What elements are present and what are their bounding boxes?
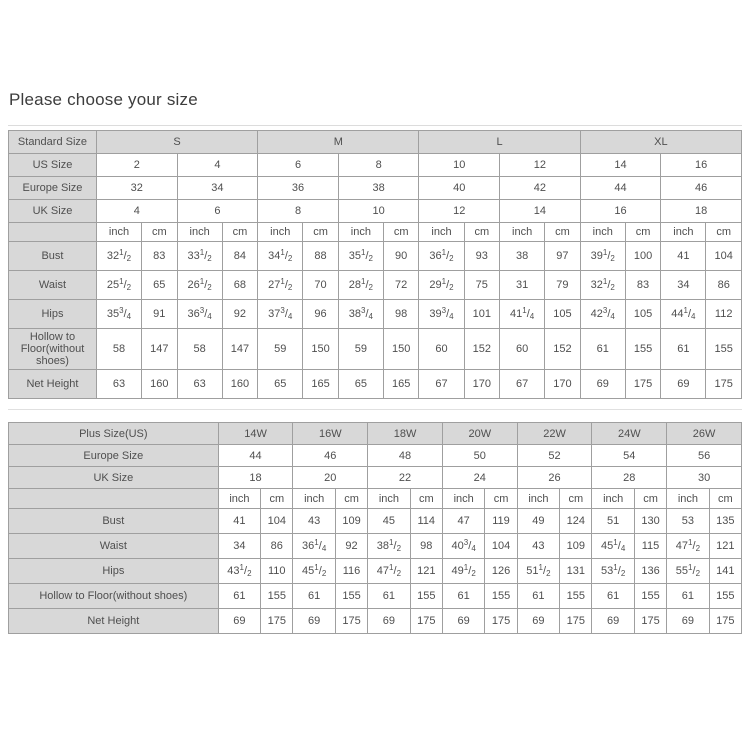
page-title: Please choose your size bbox=[9, 90, 198, 109]
measurement-value-cell: 124 bbox=[560, 509, 592, 534]
measurement-value-cell: 112 bbox=[706, 300, 742, 329]
row-label-cell: Bust bbox=[9, 242, 97, 271]
size-value-cell: 6 bbox=[177, 200, 258, 223]
measurement-value-cell: 170 bbox=[545, 370, 581, 399]
size-group-cell: 24W bbox=[592, 423, 667, 445]
title-separator-line bbox=[8, 125, 742, 126]
unit-label-cell: inch bbox=[517, 489, 560, 509]
unit-header-row bbox=[9, 489, 742, 509]
measurement-value-cell: 63 bbox=[177, 370, 222, 399]
size-value-cell: 18 bbox=[218, 467, 293, 489]
measurement-value-cell: 150 bbox=[303, 329, 339, 370]
measurement-value-cell: $34^1/_2$ bbox=[258, 242, 303, 271]
size-value-cell: 8 bbox=[338, 154, 419, 177]
size-value-cell: 56 bbox=[667, 445, 742, 467]
unit-label-cell: cm bbox=[545, 223, 581, 242]
measurement-value-cell: 61 bbox=[592, 584, 635, 609]
row-label-cell: Net Height bbox=[9, 370, 97, 399]
size-value-cell: 12 bbox=[500, 154, 581, 177]
measurement-value-cell: 38 bbox=[500, 242, 545, 271]
size-value-cell: 8 bbox=[258, 200, 339, 223]
size-value-cell: 34 bbox=[177, 177, 258, 200]
corner-label-cell: Plus Size(US) bbox=[9, 423, 219, 445]
measurement-value-cell: 152 bbox=[545, 329, 581, 370]
row-label-cell: Net Height bbox=[9, 609, 219, 634]
measurement-value-cell: 175 bbox=[485, 609, 517, 634]
measurement-value-cell: 90 bbox=[383, 242, 419, 271]
size-value-cell: 36 bbox=[258, 177, 339, 200]
measurement-value-cell: 141 bbox=[709, 559, 741, 584]
measurement-value-cell: $36^3/_4$ bbox=[177, 300, 222, 329]
measurement-value-cell: 53 bbox=[667, 509, 710, 534]
size-value-cell: 30 bbox=[667, 467, 742, 489]
size-group-cell: XL bbox=[580, 131, 741, 154]
unit-label-cell: cm bbox=[634, 489, 666, 509]
size-value-cell: 22 bbox=[368, 467, 443, 489]
measurement-value-cell: 155 bbox=[634, 584, 666, 609]
size-group-cell: 22W bbox=[517, 423, 592, 445]
measurement-value-cell: 49 bbox=[517, 509, 560, 534]
measurement-row bbox=[9, 509, 742, 534]
measurement-value-cell: 43 bbox=[517, 534, 560, 559]
measurement-value-cell: $51^1/_2$ bbox=[517, 559, 560, 584]
size-value-cell: 40 bbox=[419, 177, 500, 200]
unit-label-cell: inch bbox=[96, 223, 141, 242]
measurement-value-cell: 104 bbox=[261, 509, 293, 534]
measurement-value-cell: 155 bbox=[485, 584, 517, 609]
measurement-value-cell: $43^1/_2$ bbox=[218, 559, 261, 584]
size-value-cell: 20 bbox=[293, 467, 368, 489]
measurement-value-cell: 114 bbox=[410, 509, 442, 534]
measurement-value-cell: 170 bbox=[464, 370, 500, 399]
measurement-value-cell: 41 bbox=[218, 509, 261, 534]
measurement-value-cell: 130 bbox=[634, 509, 666, 534]
row-label-cell: US Size bbox=[9, 154, 97, 177]
measurement-value-cell: $26^1/_2$ bbox=[177, 271, 222, 300]
size-value-cell: 16 bbox=[661, 154, 742, 177]
unit-label-cell: inch bbox=[442, 489, 485, 509]
measurement-value-cell: $35^1/_2$ bbox=[338, 242, 383, 271]
measurement-value-cell: 69 bbox=[368, 609, 411, 634]
measurement-value-cell: 67 bbox=[419, 370, 464, 399]
row-label-cell: Hollow to Floor(without shoes) bbox=[9, 584, 219, 609]
unit-label-cell: inch bbox=[667, 489, 710, 509]
measurement-value-cell: 68 bbox=[222, 271, 258, 300]
measurement-value-cell: 109 bbox=[560, 534, 592, 559]
measurement-value-cell: 97 bbox=[545, 242, 581, 271]
measurement-value-cell: $28^1/_2$ bbox=[338, 271, 383, 300]
measurement-value-cell: 121 bbox=[410, 559, 442, 584]
size-value-cell: 38 bbox=[338, 177, 419, 200]
measurement-value-cell: 104 bbox=[485, 534, 517, 559]
measurement-value-cell: 155 bbox=[706, 329, 742, 370]
measurement-row bbox=[9, 242, 742, 271]
measurement-value-cell: 121 bbox=[709, 534, 741, 559]
size-value-cell: 16 bbox=[580, 200, 661, 223]
measurement-value-cell: 61 bbox=[293, 584, 336, 609]
size-group-cell: M bbox=[258, 131, 419, 154]
measurement-value-cell: $37^3/_4$ bbox=[258, 300, 303, 329]
unit-label-cell: inch bbox=[293, 489, 336, 509]
size-value-cell: 44 bbox=[218, 445, 293, 467]
measurement-value-cell: $47^1/_2$ bbox=[368, 559, 411, 584]
measurement-value-cell: 93 bbox=[464, 242, 500, 271]
size-value-cell: 12 bbox=[419, 200, 500, 223]
measurement-value-cell: 69 bbox=[293, 609, 336, 634]
measurement-value-cell: 160 bbox=[222, 370, 258, 399]
size-group-cell: L bbox=[419, 131, 580, 154]
size-conversion-row bbox=[9, 200, 742, 223]
measurement-value-cell: 152 bbox=[464, 329, 500, 370]
unit-label-cell: inch bbox=[580, 223, 625, 242]
measurement-value-cell: 58 bbox=[96, 329, 141, 370]
size-value-cell: 6 bbox=[258, 154, 339, 177]
measurement-value-cell: $39^3/_4$ bbox=[419, 300, 464, 329]
measurement-value-cell: 59 bbox=[338, 329, 383, 370]
measurement-value-cell: 86 bbox=[706, 271, 742, 300]
standard-size-table bbox=[8, 130, 742, 399]
measurement-value-cell: 126 bbox=[485, 559, 517, 584]
measurement-value-cell: 91 bbox=[142, 300, 178, 329]
measurement-value-cell: 175 bbox=[706, 370, 742, 399]
measurement-value-cell: 155 bbox=[625, 329, 661, 370]
measurement-row bbox=[9, 584, 742, 609]
measurement-value-cell: 105 bbox=[545, 300, 581, 329]
measurement-value-cell: 79 bbox=[545, 271, 581, 300]
measurement-value-cell: 175 bbox=[625, 370, 661, 399]
measurement-value-cell: 160 bbox=[142, 370, 178, 399]
measurement-value-cell: 60 bbox=[500, 329, 545, 370]
row-label-cell: Waist bbox=[9, 271, 97, 300]
size-value-cell: 4 bbox=[96, 200, 177, 223]
measurement-value-cell: 92 bbox=[335, 534, 367, 559]
table-separator-line bbox=[8, 409, 742, 410]
unit-label-cell: cm bbox=[464, 223, 500, 242]
unit-label-cell: inch bbox=[500, 223, 545, 242]
measurement-value-cell: 34 bbox=[661, 271, 706, 300]
measurement-value-cell: 69 bbox=[661, 370, 706, 399]
measurement-value-cell: $53^1/_2$ bbox=[592, 559, 635, 584]
measurement-value-cell: 59 bbox=[258, 329, 303, 370]
measurement-value-cell: 83 bbox=[625, 271, 661, 300]
measurement-value-cell: 83 bbox=[142, 242, 178, 271]
unit-label-cell: cm bbox=[383, 223, 419, 242]
measurement-value-cell: 155 bbox=[709, 584, 741, 609]
size-value-cell: 24 bbox=[442, 467, 517, 489]
measurement-row bbox=[9, 609, 742, 634]
measurement-value-cell: 104 bbox=[706, 242, 742, 271]
size-value-cell: 18 bbox=[661, 200, 742, 223]
size-value-cell: 48 bbox=[368, 445, 443, 467]
measurement-value-cell: 116 bbox=[335, 559, 367, 584]
measurement-value-cell: 75 bbox=[464, 271, 500, 300]
size-value-cell: 44 bbox=[580, 177, 661, 200]
size-value-cell: 46 bbox=[661, 177, 742, 200]
unit-label-cell: inch bbox=[661, 223, 706, 242]
measurement-value-cell: 155 bbox=[560, 584, 592, 609]
measurement-value-cell: 155 bbox=[261, 584, 293, 609]
measurement-value-cell: 136 bbox=[634, 559, 666, 584]
measurement-value-cell: 155 bbox=[410, 584, 442, 609]
measurement-value-cell: 61 bbox=[517, 584, 560, 609]
unit-label-cell: cm bbox=[303, 223, 339, 242]
row-label-cell: Waist bbox=[9, 534, 219, 559]
measurement-value-cell: 175 bbox=[634, 609, 666, 634]
measurement-value-cell: 84 bbox=[222, 242, 258, 271]
measurement-value-cell: $38^3/_4$ bbox=[338, 300, 383, 329]
measurement-value-cell: 175 bbox=[335, 609, 367, 634]
measurement-value-cell: $32^1/_2$ bbox=[96, 242, 141, 271]
row-label-cell: Hollow to Floor(without shoes) bbox=[9, 329, 97, 370]
measurement-row bbox=[9, 534, 742, 559]
measurement-row bbox=[9, 271, 742, 300]
measurement-value-cell: 45 bbox=[368, 509, 411, 534]
measurement-value-cell: 101 bbox=[464, 300, 500, 329]
measurement-value-cell: $41^1/_4$ bbox=[500, 300, 545, 329]
measurement-value-cell: $42^3/_4$ bbox=[580, 300, 625, 329]
measurement-value-cell: 58 bbox=[177, 329, 222, 370]
unit-label-cell: cm bbox=[222, 223, 258, 242]
size-group-header-row bbox=[9, 423, 742, 445]
size-group-cell: 16W bbox=[293, 423, 368, 445]
row-label-cell: Europe Size bbox=[9, 445, 219, 467]
size-conversion-row bbox=[9, 154, 742, 177]
measurement-value-cell: $36^1/_2$ bbox=[419, 242, 464, 271]
size-value-cell: 46 bbox=[293, 445, 368, 467]
measurement-value-cell: 110 bbox=[261, 559, 293, 584]
measurement-value-cell: $49^1/_2$ bbox=[442, 559, 485, 584]
measurement-value-cell: 135 bbox=[709, 509, 741, 534]
measurement-value-cell: 96 bbox=[303, 300, 339, 329]
measurement-value-cell: $38^1/_2$ bbox=[368, 534, 411, 559]
measurement-value-cell: 115 bbox=[634, 534, 666, 559]
measurement-value-cell: 41 bbox=[661, 242, 706, 271]
unit-label-cell: inch bbox=[419, 223, 464, 242]
measurement-value-cell: 165 bbox=[303, 370, 339, 399]
measurement-value-cell: 86 bbox=[261, 534, 293, 559]
unit-label-cell: inch bbox=[592, 489, 635, 509]
measurement-value-cell: $27^1/_2$ bbox=[258, 271, 303, 300]
size-value-cell: 50 bbox=[442, 445, 517, 467]
size-value-cell: 32 bbox=[96, 177, 177, 200]
measurement-value-cell: 65 bbox=[142, 271, 178, 300]
size-group-cell: 26W bbox=[667, 423, 742, 445]
size-value-cell: 42 bbox=[500, 177, 581, 200]
unit-label-cell: cm bbox=[142, 223, 178, 242]
size-value-cell: 28 bbox=[592, 467, 667, 489]
unit-label-cell: cm bbox=[335, 489, 367, 509]
measurement-value-cell: 72 bbox=[383, 271, 419, 300]
measurement-value-cell: 175 bbox=[261, 609, 293, 634]
unit-label-cell: inch bbox=[177, 223, 222, 242]
measurement-value-cell: $33^1/_2$ bbox=[177, 242, 222, 271]
measurement-value-cell: 61 bbox=[580, 329, 625, 370]
unit-label-cell: cm bbox=[706, 223, 742, 242]
measurement-row bbox=[9, 559, 742, 584]
measurement-value-cell: 165 bbox=[383, 370, 419, 399]
unit-label-cell: inch bbox=[218, 489, 261, 509]
unit-label-cell: cm bbox=[410, 489, 442, 509]
unit-header-row bbox=[9, 223, 742, 242]
measurement-row bbox=[9, 300, 742, 329]
measurement-value-cell: 65 bbox=[338, 370, 383, 399]
measurement-row bbox=[9, 329, 742, 370]
corner-label-cell: Standard Size bbox=[9, 131, 97, 154]
measurement-value-cell: 69 bbox=[667, 609, 710, 634]
size-conversion-row bbox=[9, 177, 742, 200]
measurement-value-cell: 100 bbox=[625, 242, 661, 271]
unit-label-cell: cm bbox=[560, 489, 592, 509]
size-conversion-row bbox=[9, 467, 742, 489]
measurement-value-cell: $39^1/_2$ bbox=[580, 242, 625, 271]
unit-label-cell: cm bbox=[625, 223, 661, 242]
measurement-value-cell: $29^1/_2$ bbox=[419, 271, 464, 300]
measurement-value-cell: 51 bbox=[592, 509, 635, 534]
row-label-cell: Hips bbox=[9, 559, 219, 584]
measurement-value-cell: 70 bbox=[303, 271, 339, 300]
measurement-value-cell: 109 bbox=[335, 509, 367, 534]
measurement-value-cell: 34 bbox=[218, 534, 261, 559]
size-group-cell: 18W bbox=[368, 423, 443, 445]
measurement-value-cell: 147 bbox=[222, 329, 258, 370]
size-value-cell: 14 bbox=[500, 200, 581, 223]
measurement-value-cell: 92 bbox=[222, 300, 258, 329]
measurement-value-cell: 43 bbox=[293, 509, 336, 534]
size-value-cell: 10 bbox=[419, 154, 500, 177]
measurement-value-cell: 105 bbox=[625, 300, 661, 329]
measurement-value-cell: 98 bbox=[383, 300, 419, 329]
size-group-cell: 14W bbox=[218, 423, 293, 445]
measurement-value-cell: 175 bbox=[410, 609, 442, 634]
measurement-value-cell: 69 bbox=[442, 609, 485, 634]
row-label-cell: Europe Size bbox=[9, 177, 97, 200]
measurement-value-cell: $32^1/_2$ bbox=[580, 271, 625, 300]
unit-label-cell: cm bbox=[709, 489, 741, 509]
measurement-value-cell: $45^1/_2$ bbox=[293, 559, 336, 584]
size-value-cell: 2 bbox=[96, 154, 177, 177]
measurement-value-cell: 150 bbox=[383, 329, 419, 370]
measurement-value-cell: 155 bbox=[335, 584, 367, 609]
measurement-value-cell: 69 bbox=[580, 370, 625, 399]
unit-label-cell: inch bbox=[338, 223, 383, 242]
measurement-value-cell: 147 bbox=[142, 329, 178, 370]
size-conversion-row bbox=[9, 445, 742, 467]
measurement-value-cell: 63 bbox=[96, 370, 141, 399]
row-label-cell: Hips bbox=[9, 300, 97, 329]
size-value-cell: 10 bbox=[338, 200, 419, 223]
measurement-value-cell: 69 bbox=[592, 609, 635, 634]
measurement-value-cell: 61 bbox=[442, 584, 485, 609]
measurement-value-cell: $35^3/_4$ bbox=[96, 300, 141, 329]
measurement-value-cell: 88 bbox=[303, 242, 339, 271]
measurement-value-cell: $45^1/_4$ bbox=[592, 534, 635, 559]
measurement-value-cell: $25^1/_2$ bbox=[96, 271, 141, 300]
size-value-cell: 4 bbox=[177, 154, 258, 177]
measurement-value-cell: 61 bbox=[667, 584, 710, 609]
size-group-header-row bbox=[9, 131, 742, 154]
measurement-value-cell: 69 bbox=[517, 609, 560, 634]
measurement-value-cell: $55^1/_2$ bbox=[667, 559, 710, 584]
unit-label-cell: cm bbox=[485, 489, 517, 509]
measurement-value-cell: $44^1/_4$ bbox=[661, 300, 706, 329]
unit-label-cell: cm bbox=[261, 489, 293, 509]
measurement-value-cell: 31 bbox=[500, 271, 545, 300]
measurement-value-cell: 175 bbox=[709, 609, 741, 634]
size-group-cell: 20W bbox=[442, 423, 517, 445]
size-value-cell: 52 bbox=[517, 445, 592, 467]
row-label-cell: UK Size bbox=[9, 467, 219, 489]
plus-size-table bbox=[8, 422, 742, 634]
size-value-cell: 54 bbox=[592, 445, 667, 467]
unit-label-cell: inch bbox=[368, 489, 411, 509]
measurement-value-cell: $40^3/_4$ bbox=[442, 534, 485, 559]
size-group-cell: S bbox=[96, 131, 257, 154]
measurement-value-cell: $36^1/_4$ bbox=[293, 534, 336, 559]
unit-corner-cell bbox=[9, 489, 219, 509]
measurement-value-cell: 175 bbox=[560, 609, 592, 634]
measurement-value-cell: 60 bbox=[419, 329, 464, 370]
size-value-cell: 26 bbox=[517, 467, 592, 489]
measurement-value-cell: 98 bbox=[410, 534, 442, 559]
row-label-cell: Bust bbox=[9, 509, 219, 534]
unit-label-cell: inch bbox=[258, 223, 303, 242]
size-value-cell: 14 bbox=[580, 154, 661, 177]
measurement-value-cell: $47^1/_2$ bbox=[667, 534, 710, 559]
measurement-value-cell: 131 bbox=[560, 559, 592, 584]
measurement-value-cell: 47 bbox=[442, 509, 485, 534]
measurement-value-cell: 119 bbox=[485, 509, 517, 534]
measurement-value-cell: 61 bbox=[661, 329, 706, 370]
unit-corner-cell bbox=[9, 223, 97, 242]
measurement-row bbox=[9, 370, 742, 399]
measurement-value-cell: 69 bbox=[218, 609, 261, 634]
measurement-value-cell: 67 bbox=[500, 370, 545, 399]
measurement-value-cell: 65 bbox=[258, 370, 303, 399]
measurement-value-cell: 61 bbox=[218, 584, 261, 609]
row-label-cell: UK Size bbox=[9, 200, 97, 223]
measurement-value-cell: 61 bbox=[368, 584, 411, 609]
